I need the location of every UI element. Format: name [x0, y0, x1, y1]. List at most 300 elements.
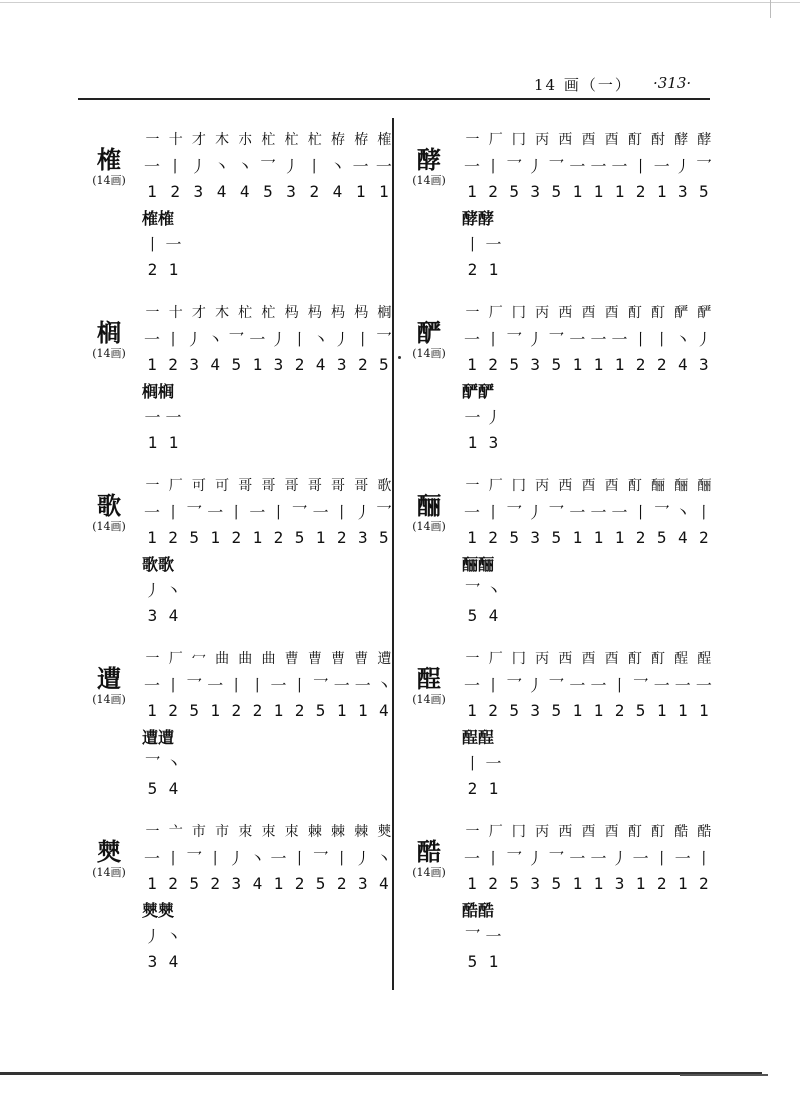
- stroke-code: 5: [231, 354, 242, 374]
- progressive-shape: 亠: [168, 824, 182, 840]
- stroke-glyph: 一: [485, 926, 502, 946]
- stroke-code: 2: [336, 873, 347, 893]
- stroke-code: 3: [286, 181, 296, 201]
- stroke-code: 1: [273, 873, 284, 893]
- progressive-shape: 酵: [674, 132, 688, 148]
- progressive-shape: 哥: [238, 478, 252, 494]
- stroke-types-row: [462, 498, 714, 524]
- header-rule: [78, 98, 710, 100]
- stroke-codes-row: [462, 524, 714, 550]
- stroke-glyph: 丶: [236, 156, 253, 176]
- stroke-types-row: [462, 152, 714, 178]
- stroke-glyph: 丿: [190, 156, 207, 176]
- continued-codes-row: [462, 948, 714, 974]
- stroke-glyph: 丨: [207, 848, 224, 868]
- progressive-shape: 曹: [331, 651, 344, 667]
- stroke-glyph: 丨: [611, 675, 628, 695]
- stroke-glyph: 乛: [548, 156, 565, 176]
- continued-shapes-row: [142, 896, 394, 922]
- stroke-code: 5: [509, 873, 519, 893]
- stroke-count-label: (14画): [92, 866, 126, 879]
- stroke-glyph: 乛: [548, 848, 565, 868]
- stroke-glyph: 一: [464, 407, 481, 427]
- stroke-glyph: 丿: [270, 329, 287, 349]
- progressive-shapes-row: [462, 818, 714, 844]
- stroke-code: 2: [635, 354, 646, 374]
- stroke-code: 2: [147, 259, 158, 279]
- stroke-code: 2: [699, 873, 709, 893]
- stroke-code: 1: [572, 873, 583, 893]
- progressive-shape: 曹: [354, 651, 368, 667]
- stroke-code: 3: [336, 354, 347, 374]
- continued-shapes-row: [142, 377, 394, 403]
- progressive-shape: 杩: [331, 305, 344, 321]
- progressive-shape: 朿: [238, 824, 252, 840]
- stroke-order-sequence: [462, 299, 714, 455]
- stroke-code: 1: [656, 700, 667, 720]
- progressive-shape: 曹: [284, 651, 298, 667]
- stroke-glyph: 丨: [165, 329, 182, 349]
- progressive-shape: 丙: [535, 478, 549, 494]
- continued-shapes-row: [462, 377, 714, 403]
- stroke-code: 5: [147, 778, 158, 798]
- progressive-shape: 曲: [215, 651, 229, 667]
- stroke-glyph: 丨: [354, 329, 371, 349]
- bottom-rule: [0, 1072, 762, 1075]
- stroke-code: 2: [467, 259, 478, 279]
- continued-shapes: 酲酲: [462, 727, 495, 747]
- stroke-types-row: [462, 844, 714, 870]
- stroke-glyph: 乛: [312, 848, 329, 868]
- stroke-code: 2: [168, 700, 178, 720]
- continued-strokes-row: [462, 576, 714, 602]
- stroke-code: 5: [189, 527, 199, 547]
- stroke-glyph: 丨: [695, 848, 712, 868]
- stroke-code: 2: [467, 778, 478, 798]
- progressive-shape: 酉: [581, 824, 595, 840]
- stroke-code: 1: [147, 700, 157, 720]
- stroke-count-label: (14画): [412, 866, 446, 879]
- stroke-glyph: 丿: [354, 848, 371, 868]
- entry-head: [400, 472, 458, 534]
- stroke-code: 5: [509, 181, 519, 201]
- progressive-shapes-row: [142, 299, 394, 325]
- progressive-shape: 酉: [604, 651, 618, 667]
- stroke-code: 1: [572, 181, 583, 201]
- stroke-code: 1: [593, 354, 604, 374]
- progressive-shape: 酽: [697, 305, 711, 321]
- character-entry: [80, 126, 400, 299]
- stroke-glyph: 一: [249, 329, 266, 349]
- stroke-codes-row: [462, 870, 714, 896]
- stroke-code: 4: [332, 181, 343, 201]
- headword-character: 酷: [417, 838, 441, 866]
- stroke-code: 1: [572, 354, 583, 374]
- continued-shapes-row: [462, 204, 714, 230]
- stroke-glyph: 丨: [695, 502, 712, 522]
- stroke-glyph: 丨: [464, 753, 481, 773]
- stroke-glyph: 丨: [291, 675, 308, 695]
- stroke-code: 3: [231, 873, 242, 893]
- stroke-code: 1: [488, 951, 499, 971]
- stroke-glyph: 一: [695, 675, 712, 695]
- stroke-code: 2: [635, 527, 646, 547]
- stroke-code: 1: [147, 181, 157, 201]
- stroke-types-row: [142, 671, 394, 697]
- stroke-glyph: 一: [611, 502, 628, 522]
- left-column: [80, 126, 400, 991]
- stroke-code: 2: [252, 700, 263, 720]
- continued-shapes-row: [462, 896, 714, 922]
- progressive-shape: 杧: [238, 305, 252, 321]
- progressive-shape: 一: [465, 305, 479, 321]
- stroke-glyph: 丿: [674, 156, 691, 176]
- continued-shapes-row: [142, 550, 394, 576]
- page-number: ·313·: [653, 74, 692, 92]
- stroke-code: 1: [467, 527, 477, 547]
- stroke-glyph: 丶: [165, 753, 182, 773]
- progressive-shape: 酎: [651, 132, 664, 148]
- stroke-order-sequence: [462, 126, 714, 282]
- stroke-glyph: 乛: [653, 502, 670, 522]
- stroke-glyph: 一: [143, 156, 160, 176]
- stroke-glyph: 乛: [506, 848, 523, 868]
- progressive-shape: 丙: [535, 824, 549, 840]
- progressive-shape: 棘: [354, 824, 368, 840]
- stroke-glyph: 丿: [527, 848, 544, 868]
- progressive-shape: 榈: [377, 305, 391, 321]
- stroke-codes-row: [462, 697, 714, 723]
- stroke-glyph: 丨: [485, 329, 502, 349]
- stroke-count-label: (14画): [92, 174, 126, 187]
- progressive-shapes-row: [142, 818, 394, 844]
- progressive-shape: 酊: [651, 651, 664, 667]
- entry-head: [400, 299, 458, 361]
- progressive-shape: 厂: [488, 478, 502, 494]
- stroke-code: 1: [355, 181, 366, 201]
- entry-head: [400, 126, 458, 188]
- progressive-shapes-row: [142, 126, 394, 152]
- stroke-code: 3: [357, 873, 368, 893]
- stroke-code: 1: [614, 527, 625, 547]
- stroke-code: 2: [294, 700, 305, 720]
- stroke-glyph: 一: [312, 502, 329, 522]
- continued-strokes-row: [142, 576, 394, 602]
- stroke-code: 4: [168, 778, 179, 798]
- stroke-code: 3: [357, 527, 368, 547]
- stroke-code: 2: [309, 181, 320, 201]
- stroke-types-row: [142, 844, 394, 870]
- progressive-shape: 酊: [627, 305, 641, 321]
- progressive-shape: 酲: [674, 651, 688, 667]
- headword-character: 酽: [417, 319, 441, 347]
- stroke-glyph: 乛: [291, 502, 308, 522]
- progressive-shape: 酽: [674, 305, 688, 321]
- progressive-shape: 酉: [581, 132, 595, 148]
- progressive-shape: 西: [558, 651, 572, 667]
- continued-shapes: 酽酽: [462, 381, 495, 401]
- progressive-shape: 酊: [651, 824, 664, 840]
- headword-character: 酾: [417, 492, 441, 520]
- stroke-glyph: 一: [569, 675, 586, 695]
- progressive-shape: 朿: [261, 824, 275, 840]
- stroke-glyph: 一: [590, 675, 607, 695]
- stroke-glyph: 乛: [548, 675, 565, 695]
- stroke-code: 3: [677, 181, 688, 201]
- stroke-glyph: 一: [249, 502, 266, 522]
- stroke-glyph: 丨: [165, 848, 182, 868]
- character-entry: [400, 299, 720, 472]
- stroke-glyph: 丨: [306, 156, 323, 176]
- progressive-shape: 哥: [284, 478, 298, 494]
- stroke-glyph: 一: [674, 675, 691, 695]
- stroke-glyph: 丶: [165, 926, 182, 946]
- stroke-code: 2: [231, 700, 242, 720]
- stroke-glyph: 一: [569, 329, 586, 349]
- character-entry: [400, 645, 720, 818]
- stroke-glyph: 丿: [283, 156, 300, 176]
- stroke-glyph: 乛: [186, 675, 203, 695]
- stroke-code: 1: [593, 700, 604, 720]
- stroke-glyph: 丿: [527, 502, 544, 522]
- stroke-code: 2: [294, 873, 305, 893]
- stroke-code: 1: [147, 873, 157, 893]
- stroke-glyph: 一: [463, 329, 480, 349]
- stroke-glyph: 一: [143, 848, 160, 868]
- stroke-glyph: 一: [653, 675, 670, 695]
- stroke-code: 4: [315, 354, 326, 374]
- stroke-glyph: 丿: [228, 848, 245, 868]
- stroke-glyph: 乛: [548, 502, 565, 522]
- stroke-glyph: 乛: [259, 156, 276, 176]
- continued-codes-row: [462, 256, 714, 282]
- stroke-glyph: 一: [674, 848, 691, 868]
- progressive-shape: 哥: [331, 478, 344, 494]
- stroke-code: 4: [210, 354, 221, 374]
- stroke-code: 5: [509, 354, 519, 374]
- stroke-order-sequence: [142, 818, 394, 974]
- stroke-code: 1: [614, 354, 625, 374]
- stroke-glyph: 一: [611, 329, 628, 349]
- progressive-shape: 酊: [627, 132, 641, 148]
- stroke-code: 1: [677, 700, 688, 720]
- stroke-code: 3: [488, 432, 499, 452]
- stroke-order-sequence: [142, 126, 394, 282]
- stroke-code: 4: [168, 951, 179, 971]
- stroke-glyph: 一: [463, 848, 480, 868]
- stroke-code: 5: [656, 527, 667, 547]
- progressive-shape: 杧: [307, 132, 321, 148]
- progressive-shape: 酷: [697, 824, 711, 840]
- stroke-code: 2: [488, 527, 498, 547]
- stroke-glyph: 丨: [228, 675, 245, 695]
- stroke-code: 2: [294, 354, 305, 374]
- stroke-code: 1: [593, 873, 604, 893]
- progressive-shape: 西: [558, 478, 572, 494]
- progressive-shape: 杩: [354, 305, 368, 321]
- stroke-code: 3: [147, 605, 158, 625]
- stroke-code: 2: [210, 873, 221, 893]
- right-column: [400, 126, 720, 991]
- continued-shapes: 僰僰: [142, 900, 175, 920]
- progressive-shape: 一: [465, 132, 479, 148]
- stroke-code: 1: [379, 181, 389, 201]
- continued-shapes: 酵酵: [462, 208, 495, 228]
- entry-head: [80, 645, 138, 707]
- stroke-glyph: 乛: [228, 329, 245, 349]
- progressive-shapes-row: [462, 126, 714, 152]
- stroke-code: 5: [379, 354, 389, 374]
- top-scan-edge: [0, 2, 800, 3]
- stroke-code: 2: [614, 700, 625, 720]
- progressive-shape: 酊: [651, 305, 664, 321]
- stroke-glyph: 丶: [375, 848, 392, 868]
- progressive-shape: 棘: [331, 824, 344, 840]
- stroke-code: 3: [699, 354, 709, 374]
- character-entry: [80, 645, 400, 818]
- stroke-glyph: 丨: [228, 502, 245, 522]
- continued-strokes-row: [462, 403, 714, 429]
- stroke-code: 1: [336, 700, 347, 720]
- stroke-code: 2: [656, 354, 667, 374]
- stroke-count-label: (14画): [412, 520, 446, 533]
- stroke-glyph: 乛: [312, 675, 329, 695]
- stroke-glyph: 丨: [632, 502, 649, 522]
- continued-shapes-row: [142, 723, 394, 749]
- progressive-shape: 酊: [627, 824, 641, 840]
- stroke-glyph: 丶: [329, 156, 346, 176]
- progressive-shape: 一: [145, 651, 159, 667]
- entry-head: [400, 645, 458, 707]
- stroke-glyph: 一: [569, 156, 586, 176]
- progressive-shape: 厂: [488, 132, 502, 148]
- continued-codes-row: [142, 775, 394, 801]
- stroke-types-row: [462, 671, 714, 697]
- stroke-code: 1: [252, 354, 263, 374]
- stroke-glyph: 一: [270, 848, 287, 868]
- stroke-code: 1: [315, 527, 326, 547]
- stroke-count-label: (14画): [412, 693, 446, 706]
- progressive-shape: 朿: [284, 824, 298, 840]
- stroke-code: 2: [168, 873, 178, 893]
- stroke-glyph: 乛: [464, 580, 481, 600]
- stroke-glyph: 丨: [333, 502, 350, 522]
- progressive-shape: 酉: [604, 478, 618, 494]
- progressive-shape: 杩: [307, 305, 321, 321]
- stroke-types-row: [462, 325, 714, 351]
- stroke-code: 5: [189, 873, 199, 893]
- progressive-shape: 酉: [604, 824, 618, 840]
- progressive-shape: 哥: [354, 478, 368, 494]
- stroke-glyph: 丨: [165, 502, 182, 522]
- stroke-code: 4: [488, 605, 499, 625]
- stroke-code: 2: [273, 527, 284, 547]
- progressive-shape: 市: [191, 824, 205, 840]
- continued-shapes: 榈榈: [142, 381, 175, 401]
- stroke-glyph: 一: [143, 675, 160, 695]
- progressive-shape: 杧: [261, 305, 275, 321]
- stroke-code: 1: [168, 432, 179, 452]
- stroke-glyph: 丨: [291, 329, 308, 349]
- stroke-code: 1: [699, 700, 709, 720]
- progressive-shape: 曹: [307, 651, 321, 667]
- stroke-order-sequence: [462, 645, 714, 801]
- progressive-shapes-row: [142, 645, 394, 671]
- progressive-shape: 酾: [697, 478, 711, 494]
- stroke-code: 5: [315, 873, 326, 893]
- stroke-code: 2: [357, 354, 368, 374]
- progressive-shape: 可: [215, 478, 229, 494]
- continued-codes-row: [462, 775, 714, 801]
- stroke-glyph: 丿: [527, 675, 544, 695]
- continued-shapes: 遭遭: [142, 727, 175, 747]
- progressive-shape: 杩: [284, 305, 298, 321]
- stroke-count-label: (14画): [412, 174, 446, 187]
- stroke-order-sequence: [142, 472, 394, 628]
- stroke-code: 5: [263, 181, 273, 201]
- stroke-codes-row: [142, 351, 394, 377]
- stroke-code: 3: [530, 700, 541, 720]
- progressive-shape: 遭: [377, 651, 391, 667]
- progressive-shape: 木: [215, 305, 229, 321]
- stroke-glyph: 丶: [165, 580, 182, 600]
- progressive-shape: 一: [145, 478, 159, 494]
- stroke-code: 1: [635, 873, 646, 893]
- progressive-shape: 冖: [191, 651, 205, 667]
- stroke-glyph: 一: [590, 156, 607, 176]
- stroke-glyph: 一: [333, 675, 350, 695]
- entry-head: [80, 472, 138, 534]
- stroke-glyph: 丶: [207, 329, 224, 349]
- stroke-code: 5: [551, 873, 562, 893]
- progressive-shape: 冂: [511, 824, 525, 840]
- stroke-glyph: 一: [632, 848, 649, 868]
- progressive-shape: 一: [465, 478, 479, 494]
- stroke-glyph: 丨: [653, 329, 670, 349]
- progressive-shape: 冂: [511, 305, 525, 321]
- stroke-order-sequence: [462, 818, 714, 974]
- stroke-code: 2: [488, 700, 498, 720]
- bottom-rule-tail: [680, 1074, 768, 1076]
- stroke-glyph: 一: [590, 329, 607, 349]
- stroke-code: 2: [488, 354, 498, 374]
- headword-character: 榈: [97, 319, 121, 347]
- progressive-shape: 栫: [354, 132, 368, 148]
- character-entry: [80, 818, 400, 991]
- continued-shapes-row: [142, 204, 394, 230]
- stroke-code: 5: [551, 354, 562, 374]
- entry-head: [400, 818, 458, 880]
- stroke-code: 1: [467, 700, 477, 720]
- stroke-glyph: 丿: [527, 156, 544, 176]
- stroke-codes-row: [142, 870, 394, 896]
- progressive-shape: 朩: [238, 132, 252, 148]
- stroke-code: 3: [189, 354, 199, 374]
- stroke-glyph: 一: [590, 502, 607, 522]
- stroke-glyph: 丨: [653, 848, 670, 868]
- progressive-shape: 木: [215, 132, 229, 148]
- stroke-glyph: 丨: [144, 234, 161, 254]
- stroke-code: 1: [147, 432, 158, 452]
- stroke-code: 4: [677, 527, 688, 547]
- progressive-shape: 酉: [581, 478, 595, 494]
- progressive-shape: 冂: [511, 132, 525, 148]
- progressive-shape: 酉: [581, 305, 595, 321]
- stroke-glyph: 一: [463, 675, 480, 695]
- stroke-glyph: 丶: [485, 580, 502, 600]
- progressive-shape: 可: [191, 478, 205, 494]
- character-entry: [400, 472, 720, 645]
